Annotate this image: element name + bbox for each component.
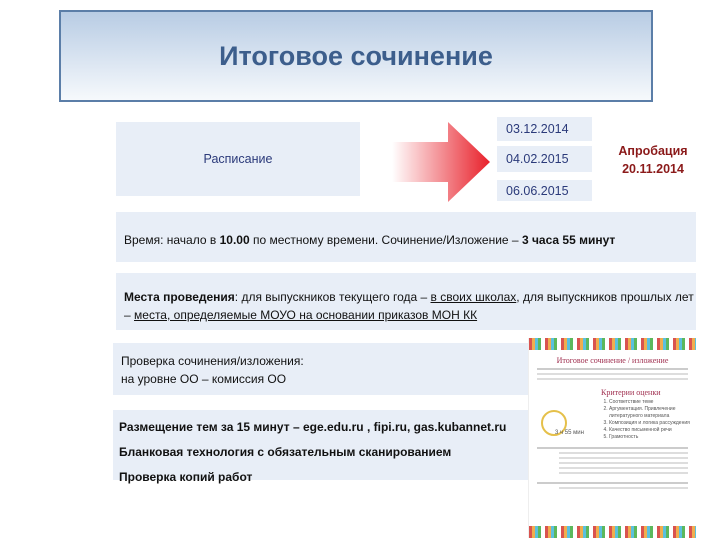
info-list bbox=[119, 415, 506, 490]
places-label: Места проведения bbox=[124, 290, 235, 304]
arrow-right-icon bbox=[392, 122, 492, 202]
date-1: 03.12.2014 bbox=[497, 117, 592, 141]
time-middle: по местному времени. Сочинение/Изложение – bbox=[249, 233, 522, 247]
date-3: 06.06.2015 bbox=[497, 180, 592, 201]
places-own-schools: в своих школах bbox=[430, 290, 517, 304]
poster-criterion: 1. Соответствие теме bbox=[609, 399, 696, 406]
poster-criterion: 3. Композиция и логика рассуждения bbox=[609, 420, 696, 427]
places-text-2: , для выпускников прошлых лет – bbox=[124, 290, 694, 322]
poster-criterion: 5. Грамотность bbox=[609, 434, 696, 441]
places-box bbox=[116, 273, 696, 330]
check-heading: Проверка сочинения/изложения: bbox=[121, 354, 304, 368]
info-item: Бланковая технология с обязательным сканированием bbox=[119, 445, 452, 459]
poster-criteria-title: Критерии оценки bbox=[601, 388, 661, 397]
places-text-1: : для выпускников текущего года – bbox=[234, 290, 431, 304]
info-item: Размещение тем за 15 минут – ege.edu.ru , fipi.ru, gas.kubannet.ru bbox=[119, 420, 507, 434]
duration: 3 часа 55 минут bbox=[521, 233, 616, 247]
approbation-date: 20.11.2014 bbox=[622, 162, 684, 176]
pencils-decoration bbox=[529, 526, 696, 538]
approbation-label: Апробация bbox=[618, 144, 688, 158]
check-text: на уровне ОО – комиссия ОО bbox=[121, 372, 287, 386]
info-item: Проверка копий работ bbox=[119, 470, 253, 484]
start-time: 10.00 bbox=[219, 233, 250, 247]
poster-image bbox=[528, 338, 696, 538]
pencils-decoration bbox=[529, 338, 696, 350]
time-prefix: Время: начало в bbox=[124, 233, 220, 247]
check-box bbox=[113, 343, 533, 395]
schedule-box bbox=[116, 122, 360, 196]
poster-duration: 3 ч 55 мин bbox=[555, 430, 584, 436]
schedule-label: Расписание bbox=[203, 152, 273, 166]
title-banner bbox=[59, 10, 653, 102]
time-box bbox=[116, 212, 696, 262]
poster-criterion: 2. Аргументация. Привлечение литературного материала bbox=[609, 406, 696, 420]
date-2: 04.02.2015 bbox=[497, 146, 592, 172]
poster-title: Итоговое сочинение / изложение bbox=[556, 356, 669, 365]
page-title: Итоговое сочинение bbox=[219, 40, 493, 71]
places-moyo: места, определяемые МОУО на основании приказов МОН КК bbox=[134, 308, 478, 322]
poster-criterion: 4. Качество письменной речи bbox=[609, 427, 696, 434]
approbation bbox=[608, 142, 698, 178]
